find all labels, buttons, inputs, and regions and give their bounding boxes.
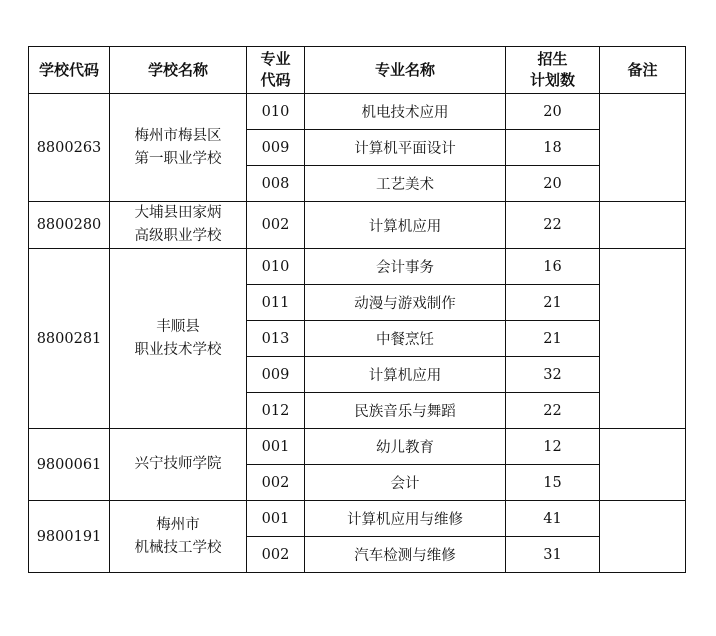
remarks-cell xyxy=(600,429,686,501)
major-name-cell: 幼儿教育 xyxy=(305,429,506,465)
major-name-cell: 计算机应用 xyxy=(305,202,506,249)
remarks-cell xyxy=(600,249,686,429)
school-code-cell: 8800263 xyxy=(29,94,110,202)
school-name-line: 丰顺县 xyxy=(156,318,200,335)
header-quota-line2: 计划数 xyxy=(529,71,575,89)
header-major-code-line1: 专业 xyxy=(260,50,291,68)
header-row xyxy=(29,47,686,94)
school-code-cell: 8800280 xyxy=(29,202,110,249)
school-code-cell: 8800281 xyxy=(29,249,110,429)
major-code-cell: 009 xyxy=(247,130,305,166)
major-name-cell: 机电技术应用 xyxy=(305,94,506,130)
school-code-cell: 9800191 xyxy=(29,501,110,573)
major-code-cell: 012 xyxy=(247,393,305,429)
major-name-cell: 民族音乐与舞蹈 xyxy=(305,393,506,429)
major-name-cell: 会计事务 xyxy=(305,249,506,285)
quota-cell: 15 xyxy=(506,465,600,501)
quota-cell: 32 xyxy=(506,357,600,393)
table-row xyxy=(29,249,686,285)
school-name-line: 大埔县田家炳 xyxy=(134,205,222,221)
header-quota-line1: 招生 xyxy=(537,50,568,68)
remarks-cell xyxy=(600,94,686,202)
remarks-cell xyxy=(600,501,686,573)
school-code-cell: 9800061 xyxy=(29,429,110,501)
quota-cell: 41 xyxy=(506,501,600,537)
table-header xyxy=(29,47,686,94)
school-name-cell xyxy=(110,429,247,501)
quota-cell: 22 xyxy=(506,202,600,249)
major-code-cell: 011 xyxy=(247,285,305,321)
major-name-cell: 计算机平面设计 xyxy=(305,130,506,166)
major-code-cell: 013 xyxy=(247,321,305,357)
major-code-cell: 002 xyxy=(247,202,305,249)
quota-cell: 31 xyxy=(506,537,600,573)
header-remarks: 备注 xyxy=(600,47,686,94)
school-name-line: 职业技术学校 xyxy=(134,341,222,358)
quota-cell: 16 xyxy=(506,249,600,285)
major-code-cell: 001 xyxy=(247,429,305,465)
major-code-cell: 002 xyxy=(247,537,305,573)
table-body xyxy=(29,94,686,573)
major-code-cell: 008 xyxy=(247,166,305,202)
major-code-cell: 009 xyxy=(247,357,305,393)
school-name-line: 梅州市梅县区 xyxy=(134,127,222,144)
major-name-cell: 动漫与游戏制作 xyxy=(305,285,506,321)
school-name-line: 机械技工学校 xyxy=(134,539,222,556)
major-name-cell: 中餐烹饪 xyxy=(305,321,506,357)
quota-cell: 22 xyxy=(506,393,600,429)
header-school-code: 学校代码 xyxy=(29,47,110,94)
school-name-cell xyxy=(110,249,247,429)
school-name-line: 第一职业学校 xyxy=(134,150,222,167)
header-major-code xyxy=(247,47,305,94)
remarks-cell xyxy=(600,202,686,249)
major-name-cell: 汽车检测与维修 xyxy=(305,537,506,573)
table-row xyxy=(29,501,686,537)
major-name-cell: 计算机应用 xyxy=(305,357,506,393)
quota-cell: 12 xyxy=(506,429,600,465)
major-name-cell: 计算机应用与维修 xyxy=(305,501,506,537)
major-name-cell: 工艺美术 xyxy=(305,166,506,202)
quota-cell: 20 xyxy=(506,94,600,130)
school-name-line: 高级职业学校 xyxy=(134,228,222,244)
major-code-cell: 002 xyxy=(247,465,305,501)
major-name-cell: 会计 xyxy=(305,465,506,501)
quota-cell: 21 xyxy=(506,321,600,357)
header-major-code-line2: 代码 xyxy=(260,71,291,89)
school-name-cell xyxy=(110,202,247,249)
quota-cell: 18 xyxy=(506,130,600,166)
school-name-cell xyxy=(110,94,247,202)
major-code-cell: 010 xyxy=(247,94,305,130)
table-row xyxy=(29,94,686,130)
major-code-cell: 001 xyxy=(247,501,305,537)
admissions-plan-table xyxy=(28,46,686,573)
school-name-cell xyxy=(110,501,247,573)
quota-cell: 20 xyxy=(506,166,600,202)
header-major-name: 专业名称 xyxy=(305,47,506,94)
table-row xyxy=(29,429,686,465)
quota-cell: 21 xyxy=(506,285,600,321)
major-code-cell: 010 xyxy=(247,249,305,285)
header-school-name: 学校名称 xyxy=(110,47,247,94)
school-name-line: 兴宁技师学院 xyxy=(134,456,222,472)
school-name-line: 梅州市 xyxy=(156,516,200,533)
header-quota xyxy=(506,47,600,94)
table-row xyxy=(29,202,686,249)
